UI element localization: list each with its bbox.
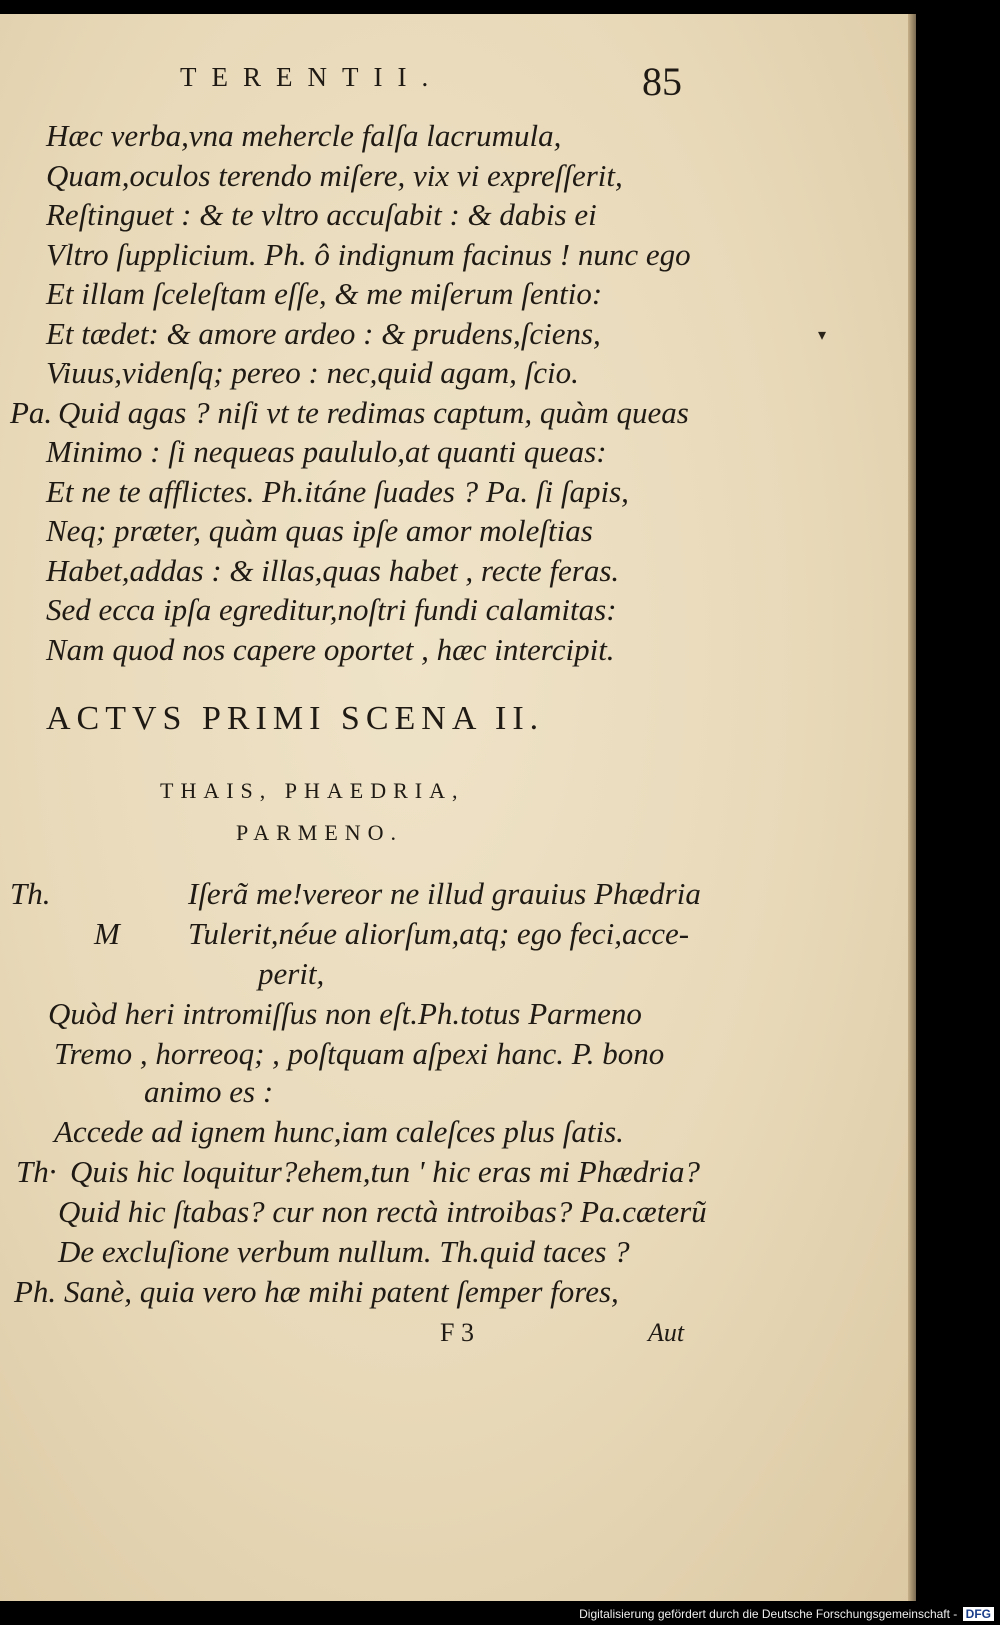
verse-line: Quòd heri intromiſſus non eſt.Ph.totus Parmeno: [48, 996, 642, 1031]
verse-line: Iſerã me!vereor ne illud grauius Phædria: [188, 876, 701, 911]
verse-line: Et ne te afflictes. Ph.itáne ſuades ? Pa. ſi ſapis,: [46, 473, 629, 509]
dramatis-personae-line1: THAIS, PHAEDRIA,: [160, 778, 465, 803]
verse-line: animo es :: [144, 1074, 274, 1109]
verse-line: Tulerit,néue aliorſum,atq; ego feci,acce-: [188, 916, 690, 951]
verse-line: Et illam ſceleſtam eſſe, & me miſerum ſentio:: [46, 276, 603, 311]
digitization-credit: [579, 1607, 994, 1621]
verse-line: Hæc verba,vna mehercle falſa lacrumula,: [46, 118, 562, 153]
page-number: 85: [642, 59, 682, 104]
verse-line: Et tædet: & amore ardeo : & prudens,ſciens,: [46, 315, 601, 351]
verse-line: Viuus,videnſq; pereo : nec,quid agam, ſcio.: [46, 355, 579, 390]
verse-line: Neq; præter, quàm quas ipſe amor moleſtias: [46, 513, 593, 548]
running-title: TERENTII.: [180, 62, 444, 92]
speaker-label: Pa.: [10, 394, 53, 430]
verse-line: Quid hic ſtabas? cur non rectà introibas? Pa.cæterũ: [58, 1194, 707, 1229]
verse-line: Sanè, quia vero hæ mihi patent ſemper fores,: [64, 1274, 619, 1309]
margin-mark: ▾: [818, 325, 827, 344]
verse-line: Nam quod nos capere oportet , hæc intercipit.: [46, 631, 615, 667]
speaker-label: Ph.: [14, 1274, 57, 1309]
verse-line: Quam,oculos terendo miſere, vix vi expreſſerit,: [46, 157, 623, 193]
verse-line: Sed ecca ipſa egreditur,noſtri fundi calamitas:: [46, 592, 617, 627]
catchword: Aut: [648, 1318, 685, 1347]
speaker-label: Th.: [10, 876, 51, 911]
verse-line: Accede ad ignem hunc,iam caleſces plus ſatis.: [54, 1114, 624, 1149]
verse-line: De excluſione verbum nullum. Th.quid taces ?: [58, 1234, 630, 1269]
verse-line: Vltro ſupplicium. Ph. ô indignum facinus ! nunc ego: [46, 236, 691, 272]
verse-line: perit,: [258, 956, 325, 991]
verse-line: Quis hic loquitur?ehem,tun ' hic eras mi Phædria?: [70, 1154, 701, 1189]
dfg-logo: DFG: [963, 1607, 994, 1621]
verse-line: Minimo : ſi nequeas paululo,at quanti queas:: [46, 434, 607, 469]
verse-line: Tremo , horreoq; , poſtquam aſpexi hanc. P. bono: [54, 1036, 665, 1071]
speaker-label: Th·: [16, 1154, 57, 1189]
verse-line: Quid agas ? niſi vt te redimas captum, quàm queas: [58, 394, 689, 430]
page-edge: [908, 14, 916, 1601]
scene-heading: ACTVS PRIMI SCENA II.: [46, 700, 545, 737]
verse-line: Habet,addas : & illas,quas habet , recte feras.: [46, 552, 620, 588]
initial-marker: M: [94, 916, 120, 951]
signature-mark: F 3: [440, 1318, 474, 1347]
verse-line: Reſtinguet : & te vltro accuſabit : & dabis ei: [46, 197, 597, 232]
dramatis-personae-line2: PARMENO.: [236, 820, 404, 845]
credit-text: Digitalisierung gefördert durch die Deutsche Forschungsgemeinschaft -: [579, 1607, 958, 1621]
